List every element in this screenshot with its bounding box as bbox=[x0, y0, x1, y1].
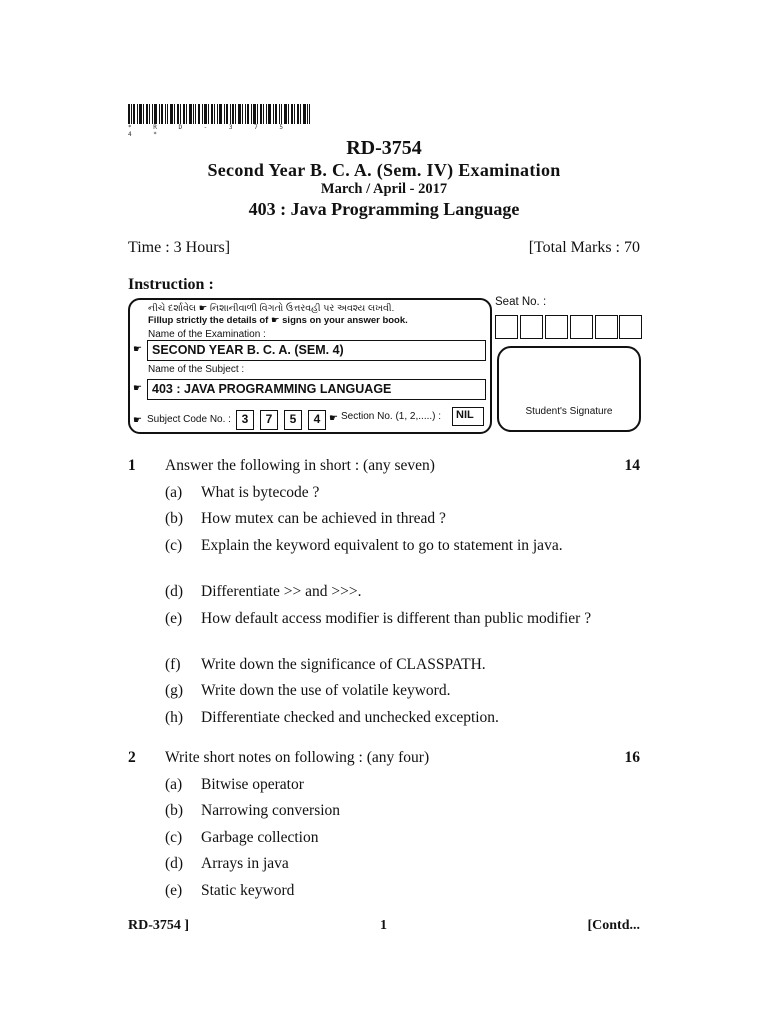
sub-question-label: (e) bbox=[165, 610, 183, 627]
subject-code-digit: 3 bbox=[236, 410, 254, 430]
sub-question-label: (h) bbox=[165, 709, 184, 726]
barcode bbox=[128, 104, 310, 124]
sub-question-label: (e) bbox=[165, 882, 183, 899]
exam-name-label: Name of the Examination : bbox=[148, 329, 266, 340]
sub-question-text: Differentiate checked and unchecked exception. bbox=[201, 709, 499, 726]
subject-name-label: Name of the Subject : bbox=[148, 364, 245, 375]
time-duration: Time : 3 Hours] bbox=[128, 239, 231, 256]
sub-question-text: How mutex can be achieved in thread ? bbox=[201, 510, 446, 527]
pointing-hand-icon: ☛ bbox=[133, 344, 142, 355]
question-marks: 16 bbox=[624, 749, 640, 766]
total-marks: [Total Marks : 70 bbox=[528, 239, 640, 256]
barcode-text: * R D - 3 7 5 4 * bbox=[128, 124, 292, 138]
footer-paper-code: RD-3754 ] bbox=[128, 918, 190, 933]
pointing-hand-icon: ☛ bbox=[133, 415, 142, 426]
signature-label: Student's Signature bbox=[525, 406, 613, 417]
question-text: Answer the following in short : (any seven) bbox=[165, 457, 435, 474]
sub-question-text: Bitwise operator bbox=[201, 776, 304, 793]
page-number: 1 bbox=[380, 918, 387, 933]
sub-question-text: Explain the keyword equivalent to go to statement in java. bbox=[201, 537, 563, 554]
seat-no-box bbox=[619, 315, 642, 339]
english-instruction: Fillup strictly the details of ☛ signs on your answer book. bbox=[148, 315, 408, 326]
exam-session: March / April - 2017 bbox=[320, 181, 448, 197]
section-field: NIL bbox=[452, 407, 484, 426]
section-label: Section No. (1, 2,.....) : bbox=[341, 411, 442, 422]
sub-question-text: Static keyword bbox=[201, 882, 295, 899]
sub-question-label: (c) bbox=[165, 537, 183, 554]
subject-code-digit: 4 bbox=[308, 410, 326, 430]
question-number: 1 bbox=[128, 457, 136, 474]
seat-no-box bbox=[570, 315, 593, 339]
subject-name-field: 403 : JAVA PROGRAMMING LANGUAGE bbox=[147, 379, 486, 400]
question-number: 2 bbox=[128, 749, 136, 766]
subject-code-digit: 5 bbox=[284, 410, 302, 430]
subject-code-digit: 7 bbox=[260, 410, 278, 430]
gujarati-instruction: નીચે દર્શાવેલ ☛ નિશાનીવાળી વિગતો ઉત્તરવહી પર અવશ્ય લખવી. bbox=[148, 303, 395, 314]
sub-question-label: (b) bbox=[165, 802, 184, 819]
sub-question-label: (g) bbox=[165, 682, 184, 699]
sub-question-label: (f) bbox=[165, 656, 181, 673]
instruction-heading: Instruction : bbox=[128, 276, 214, 293]
sub-question-label: (a) bbox=[165, 776, 183, 793]
question-marks: 14 bbox=[624, 457, 640, 474]
seat-no-box bbox=[495, 315, 518, 339]
instruction-box bbox=[128, 298, 492, 434]
sub-question-text: Write down the significance of CLASSPATH. bbox=[201, 656, 486, 673]
sub-question-label: (a) bbox=[165, 484, 183, 501]
subject-title: 403 : Java Programming Language bbox=[248, 199, 520, 219]
sub-question-label: (d) bbox=[165, 583, 184, 600]
paper-code: RD-3754 bbox=[346, 137, 422, 159]
sub-question-text: Garbage collection bbox=[201, 829, 319, 846]
seat-no-box bbox=[520, 315, 543, 339]
seat-no-box bbox=[595, 315, 618, 339]
sub-question-label: (c) bbox=[165, 829, 183, 846]
sub-question-text: Arrays in java bbox=[201, 855, 289, 872]
question-text: Write short notes on following : (any four) bbox=[165, 749, 430, 766]
seat-no-label: Seat No. : bbox=[495, 296, 547, 308]
seat-no-box bbox=[545, 315, 568, 339]
signature-box bbox=[497, 346, 641, 432]
exam-title: Second Year B. C. A. (Sem. IV) Examination bbox=[207, 160, 561, 180]
pointing-hand-icon: ☛ bbox=[329, 413, 338, 424]
subject-code-label: Subject Code No. : bbox=[147, 414, 231, 425]
sub-question-text: Write down the use of volatile keyword. bbox=[201, 682, 451, 699]
footer-continued: [Contd... bbox=[587, 918, 640, 933]
sub-question-text: Narrowing conversion bbox=[201, 802, 341, 819]
sub-question-label: (b) bbox=[165, 510, 184, 527]
sub-question-text: How default access modifier is different than public modifier ? bbox=[201, 610, 592, 627]
sub-question-text: What is bytecode ? bbox=[201, 484, 320, 501]
pointing-hand-icon: ☛ bbox=[133, 383, 142, 394]
sub-question-label: (d) bbox=[165, 855, 184, 872]
exam-name-field: SECOND YEAR B. C. A. (SEM. 4) bbox=[147, 340, 486, 361]
sub-question-text: Differentiate >> and >>>. bbox=[201, 583, 362, 600]
